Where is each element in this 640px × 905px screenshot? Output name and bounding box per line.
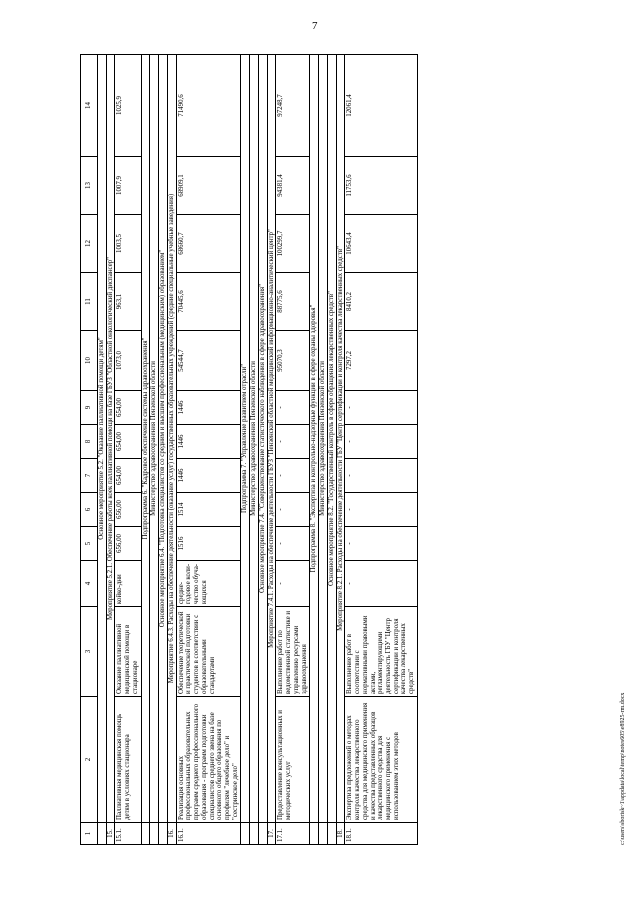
- value-cell: 68660,7: [176, 215, 241, 273]
- value-cell: 1003,5: [115, 215, 141, 273]
- main-event-title: Основное мероприятие 6.4. "Подготовка специалистов со средним и высшим профессиональным (медицинским) образованием": [159, 55, 168, 823]
- table-row: [345, 55, 418, 845]
- value-cell: 68909,1: [176, 157, 241, 215]
- measure-row: [167, 55, 176, 845]
- value-cell: 656,00: [115, 493, 141, 527]
- column-number: 2: [81, 697, 98, 823]
- page-number: 7: [312, 20, 318, 32]
- section-number: 18.: [336, 823, 345, 845]
- main-event-row: [159, 55, 168, 845]
- ministry-name: Министерство здравоохранения Пензенской области: [319, 55, 328, 823]
- column-number: 13: [81, 157, 98, 215]
- subprogram-row: [310, 55, 319, 845]
- value-cell: 1073,0: [115, 331, 141, 391]
- subprogram-row: [241, 55, 250, 845]
- row-number: 16.1.: [176, 823, 241, 845]
- value-cell: 1516: [176, 527, 241, 561]
- table-row: [115, 55, 141, 845]
- section-number: 17.: [267, 823, 276, 845]
- subprogram-title: Подпрограмма 6. "Кадровое обеспечение системы здравоохранения": [141, 55, 150, 823]
- value-cell: 654,00: [115, 391, 141, 425]
- table-row: [276, 55, 310, 845]
- program-table: [80, 54, 418, 845]
- value-cell: 654,00: [115, 459, 141, 493]
- table-row: [176, 55, 241, 845]
- measure-title: Мероприятие 5.2.1. Обеспечение работы коек паллиативной помощи на базе ГБУЗ "Областной онкологический диспансер": [106, 55, 115, 823]
- main-event-row: [258, 55, 267, 845]
- row-number: 15.1.: [115, 823, 141, 845]
- value-cell: -: [345, 527, 418, 561]
- value-cell: -: [276, 425, 310, 459]
- value-cell: -: [345, 459, 418, 493]
- value-cell: -: [276, 527, 310, 561]
- column-number: 3: [81, 607, 98, 697]
- measure-row: [267, 55, 276, 845]
- column-number: 7: [81, 459, 98, 493]
- service-name: Экспертиза предложений о методах контроля качества лекарственного средства для медицинского применения и качества представленных образцов лекарственного средства для медицинского применения с использованием этих методов: [345, 697, 418, 823]
- value-cell: 11753,6: [345, 157, 418, 215]
- main-event-row: [327, 55, 336, 845]
- measure-title: Мероприятие 8.2.1. Расходы на обеспечение деятельности ГБУ "Центр сертификации и контроля качества лекарственных средств": [336, 55, 345, 823]
- column-number: 8: [81, 425, 98, 459]
- service-name: Паллиативная медицинская помощь детям в условиях стационара: [115, 697, 141, 823]
- rotated-landscape-page: [80, 55, 626, 845]
- unit-cell: средне-годовое коли-чество обуча-ющихся: [176, 561, 241, 607]
- main-event-row: [98, 55, 107, 845]
- service-description: Оказание паллиативной медицинской помощи в стационаре: [115, 607, 141, 697]
- main-event-title: Основное мероприятие 5.2. "Оказание паллиативной помощи детям": [98, 55, 107, 823]
- value-cell: -: [345, 391, 418, 425]
- value-cell: -: [276, 391, 310, 425]
- value-cell: 963,1: [115, 273, 141, 331]
- value-cell: 1025,9: [115, 55, 141, 157]
- column-number: 4: [81, 561, 98, 607]
- row-number: 17.1.: [276, 823, 310, 845]
- unit-cell: койко-дни: [115, 561, 141, 607]
- section-number: 16.: [167, 823, 176, 845]
- value-cell: -: [276, 493, 310, 527]
- column-number: 5: [81, 527, 98, 561]
- value-cell: 88775,6: [276, 273, 310, 331]
- column-number-row: [81, 55, 98, 845]
- column-number: 9: [81, 391, 98, 425]
- subprogram-title: Подпрограмма 8. "Экспертиза и контрольно-надзорные функции в сфере охраны здоровья": [310, 55, 319, 823]
- column-number: 10: [81, 331, 98, 391]
- value-cell: -: [345, 493, 418, 527]
- unit-cell: -: [345, 561, 418, 607]
- service-description: Выполнение работ в соответствии с нормативными правовыми актами, регламентирующими деятельность ГБУ "Центр сертификации и контроля качества лекарственных средств": [345, 607, 418, 697]
- value-cell: 1446: [176, 459, 241, 493]
- ministry-row: [150, 55, 159, 845]
- ministry-name: Министерство здравоохранения Пензенской области: [250, 55, 259, 823]
- value-cell: 1446: [176, 391, 241, 425]
- measure-row: [336, 55, 345, 845]
- value-cell: 71490,6: [176, 55, 241, 157]
- value-cell: 54544,7: [176, 331, 241, 391]
- column-number: 14: [81, 55, 98, 157]
- value-cell: 10643,4: [345, 215, 418, 273]
- value-cell: 100299,7: [276, 215, 310, 273]
- value-cell: 1514: [176, 493, 241, 527]
- column-number: 11: [81, 273, 98, 331]
- value-cell: 654,00: [115, 425, 141, 459]
- service-name: Реализация основных профессиональных образовательных программ среднего профессионального образования - программ подготовки специалистов среднего звена на базе основного общего образования по профилям "лечебное дело" и "сестринское дело": [176, 697, 241, 823]
- file-path-footer: c:\users\sborisk~1\appdata\local\temp\notes605\e8925-rm.docx: [620, 692, 626, 845]
- column-number: 6: [81, 493, 98, 527]
- value-cell: 70445,6: [176, 273, 241, 331]
- value-cell: 12061,4: [345, 55, 418, 157]
- ministry-row: [319, 55, 328, 845]
- column-number: 12: [81, 215, 98, 273]
- unit-cell: -: [276, 561, 310, 607]
- column-number: 1: [81, 823, 98, 845]
- value-cell: 95070,3: [276, 331, 310, 391]
- value-cell: 656,00: [115, 527, 141, 561]
- value-cell: 7297,2: [345, 331, 418, 391]
- service-name: Предоставление консультационных и методических услуг: [276, 697, 310, 823]
- value-cell: 94381,4: [276, 157, 310, 215]
- subprogram-row: [141, 55, 150, 845]
- measure-row: [106, 55, 115, 845]
- value-cell: 97248,7: [276, 55, 310, 157]
- value-cell: 8410,2: [345, 273, 418, 331]
- value-cell: 1007,9: [115, 157, 141, 215]
- main-event-title: Основное мероприятие 8.2. "Государственный контроль в сфере обращения лекарственных средств": [327, 55, 336, 823]
- subprogram-title: Подпрограмма 7. "Управление развитием отрасли": [241, 55, 250, 823]
- section-number: 15.: [106, 823, 115, 845]
- service-description: Выполнение работ по ведомственной статистике и управлению ресурсами здравоохранения: [276, 607, 310, 697]
- row-number: 18.1.: [345, 823, 418, 845]
- value-cell: -: [276, 459, 310, 493]
- value-cell: -: [345, 425, 418, 459]
- measure-title: Мероприятие 6.4.3. Расходы на обеспечение деятельности (оказание услуг) государственных образовательных учреждений (средние специальные учебные заведения): [167, 55, 176, 823]
- measure-title: Мероприятие 7.4.1. Расходы на обеспечение деятельности ГБУЗ "Пензенский областной медицинский информационно-аналитический центр": [267, 55, 276, 823]
- ministry-name: Министерство здравоохранения Пензенской области: [150, 55, 159, 823]
- main-event-title: Основное мероприятие 7.4. "Совершенствование статистического наблюдения в сфере здравоохранения": [258, 55, 267, 823]
- service-description: Обеспечение теоретической и практической подготовки студентов в соответствии с образовательными стандартами: [176, 607, 241, 697]
- ministry-row: [250, 55, 259, 845]
- value-cell: 1446: [176, 425, 241, 459]
